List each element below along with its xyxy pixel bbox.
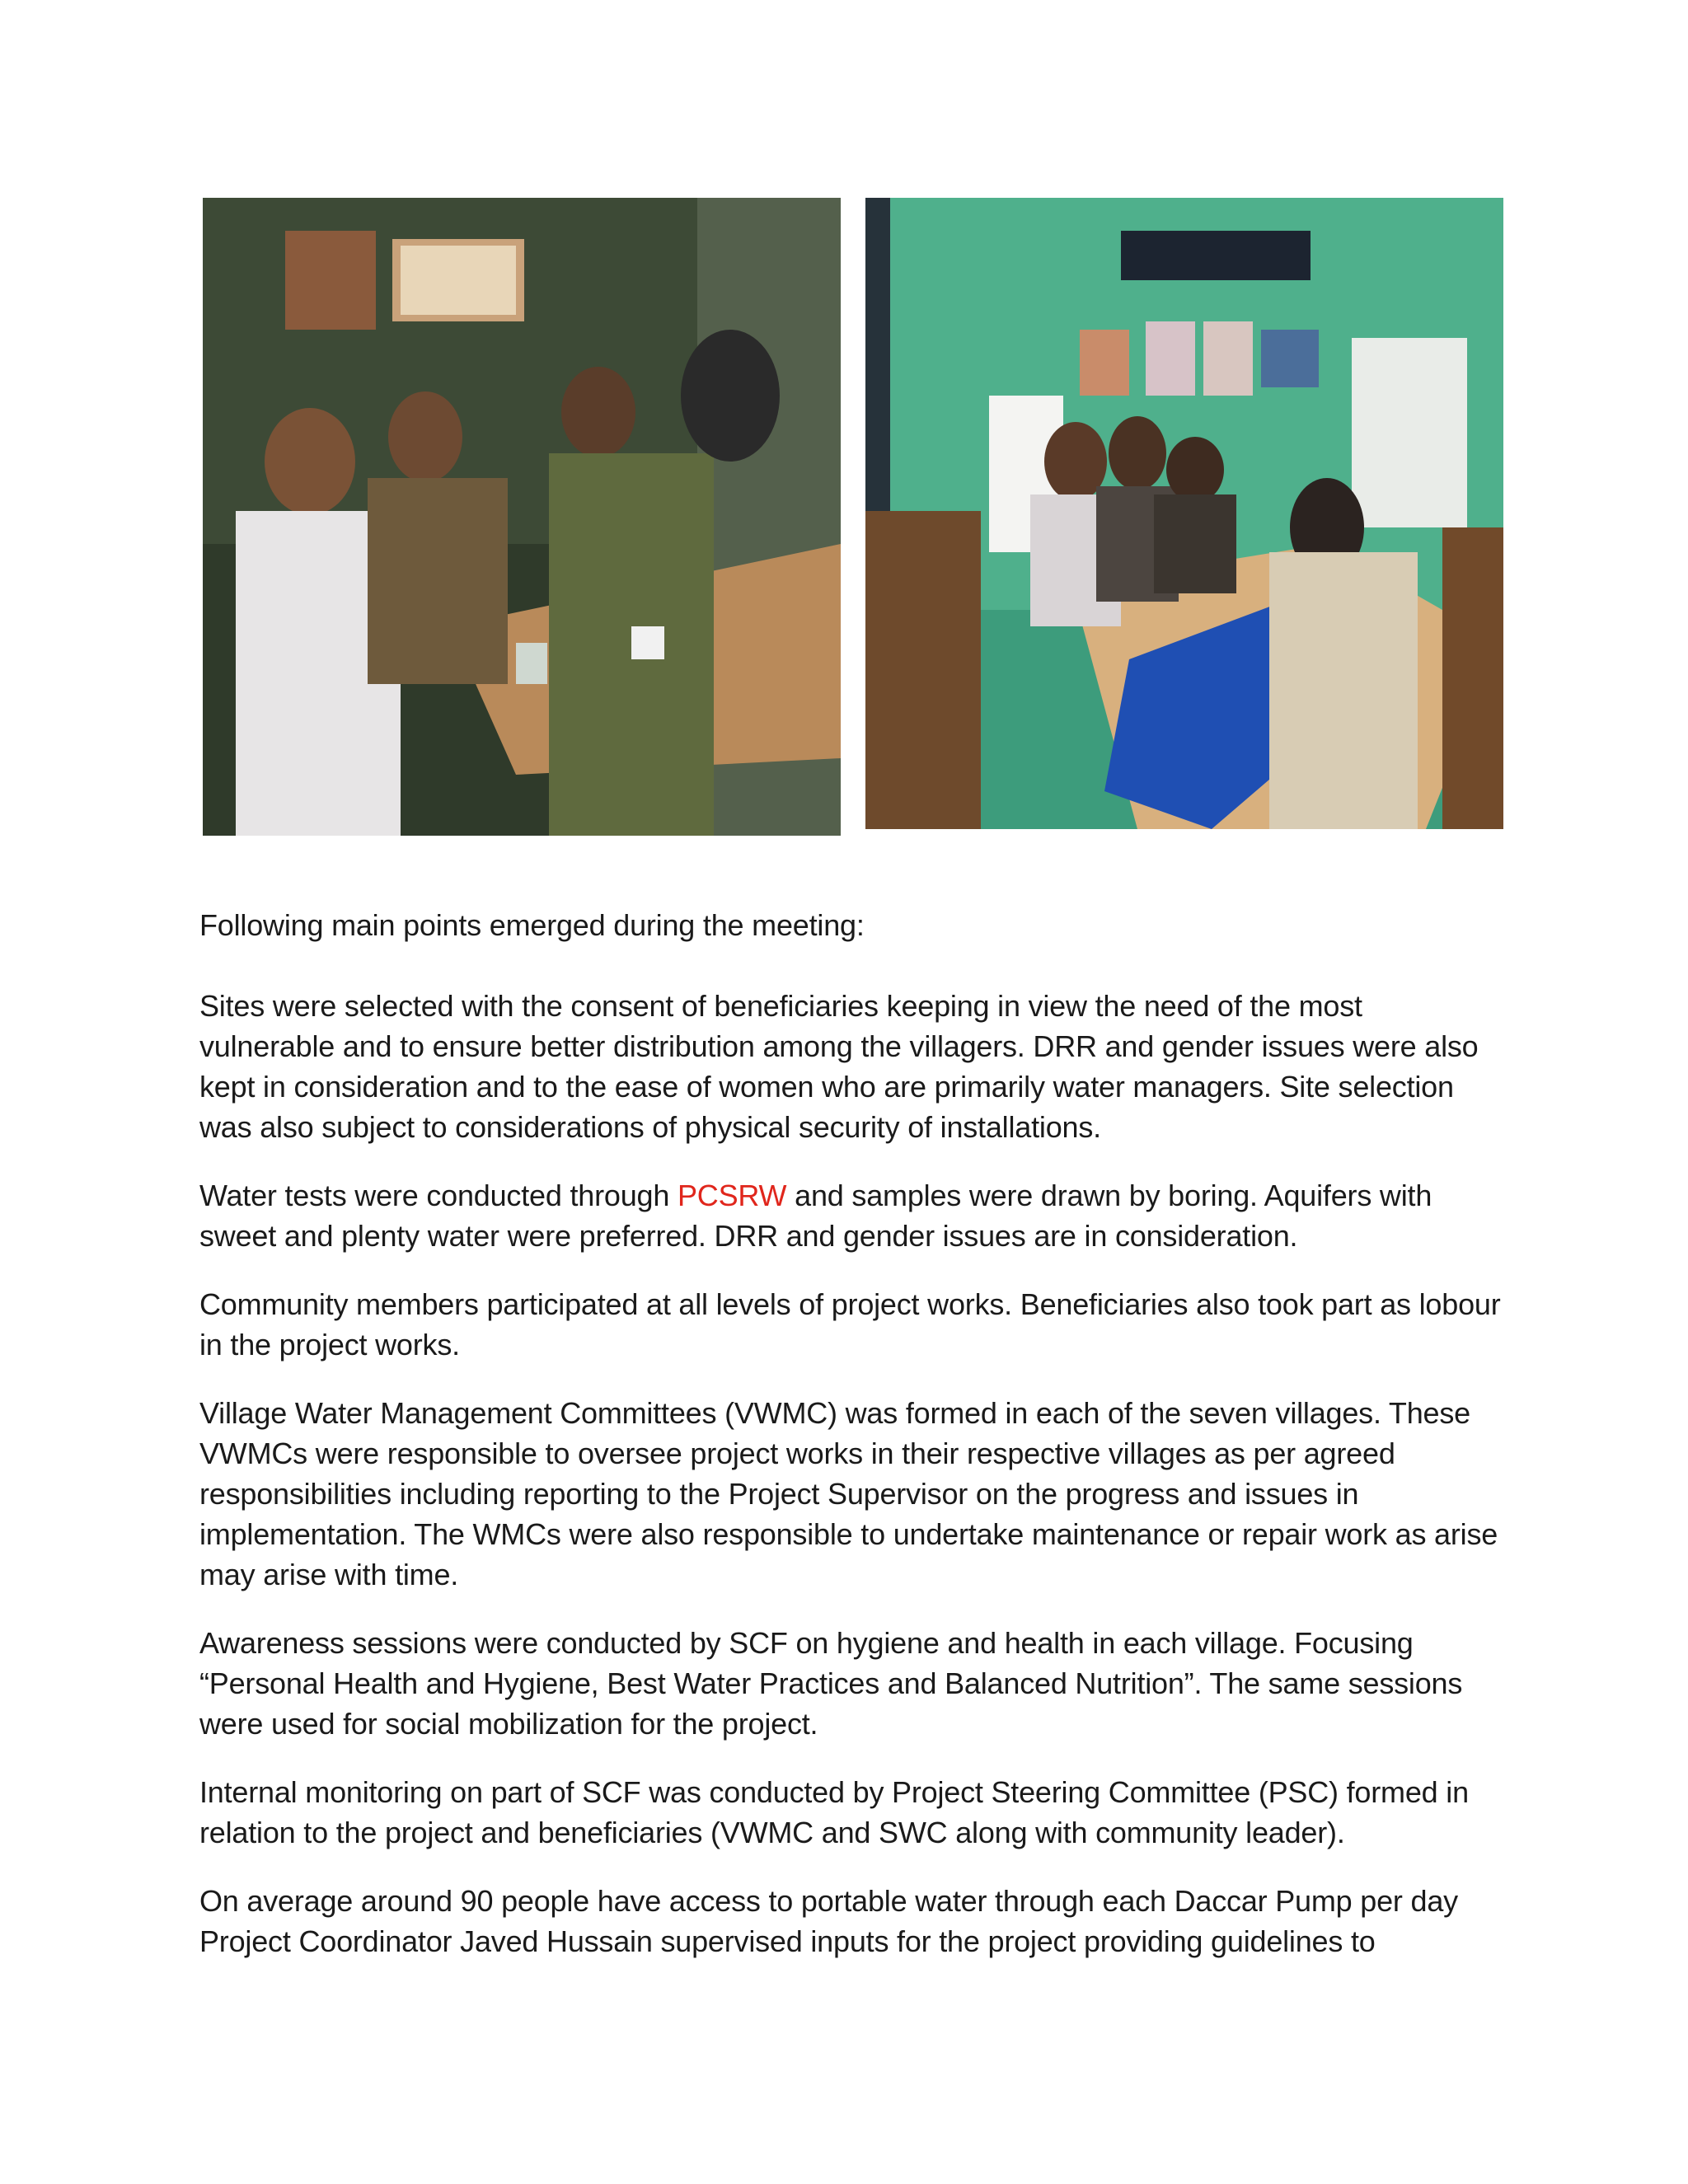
paragraph-water-tests-start: Water tests were conducted through xyxy=(199,1179,678,1212)
paragraph-awareness-sessions: Awareness sessions were conducted by SCF on hygiene and health in each village. Focusing “Personal Health and Hygiene, Best Water Practices and Balanced Nutrition”. The same sessions were used for social mobilization for the project. xyxy=(199,1626,1463,1741)
intro-line: Following main points emerged during the meeting: xyxy=(199,908,865,942)
pcsrw-highlight: PCSRW xyxy=(677,1179,787,1212)
meeting-photo-left-image xyxy=(203,198,841,836)
paragraph-community-participation: Community members participated at all levels of project works. Beneficiaries also took part as lobour in the project works. xyxy=(199,1287,1501,1361)
meeting-photo-right xyxy=(865,198,1503,829)
paragraph-vwmc: Village Water Management Committees (VWMC) was formed in each of the seven villages. These VWMCs were responsible to oversee project works in their respective villages as per agreed responsibilities including reporting to the Project Supervisor on the progress and issues in implementation. The WMCs were also responsible to undertake maintenance or repair work as arise may arise with time. xyxy=(199,1396,1498,1591)
meeting-photo-right-image xyxy=(865,198,1503,829)
body-text xyxy=(199,986,1502,1990)
intro-text xyxy=(199,905,1502,945)
paragraph-average-access: On average around 90 people have access to portable water through each Daccar Pump per day Project Coordinator Javed Hussain supervised inputs for the project providing guidelines to xyxy=(199,1884,1458,1958)
paragraph-internal-monitoring: Internal monitoring on part of SCF was conducted by Project Steering Committee (PSC) formed in relation to the project and beneficiaries (VWMC and SWC along with community leader). xyxy=(199,1775,1469,1849)
meeting-photo-left xyxy=(203,198,841,836)
paragraph-water-tests-end: and samples were drawn by boring. Aquifers with sweet and plenty water were preferred. DRR and gender issues are in consideration. xyxy=(199,1179,1432,1253)
paragraph-site-selection: Sites were selected with the consent of beneficiaries keeping in view the need of the most vulnerable and to ensure better distribution among the villagers. DRR and gender issues were also kept in consideration and to the ease of women who are primarily water managers. Site selection was also subject to considerations of physical security of installations. xyxy=(199,989,1479,1144)
paragraph-water-tests xyxy=(199,1175,1502,1256)
